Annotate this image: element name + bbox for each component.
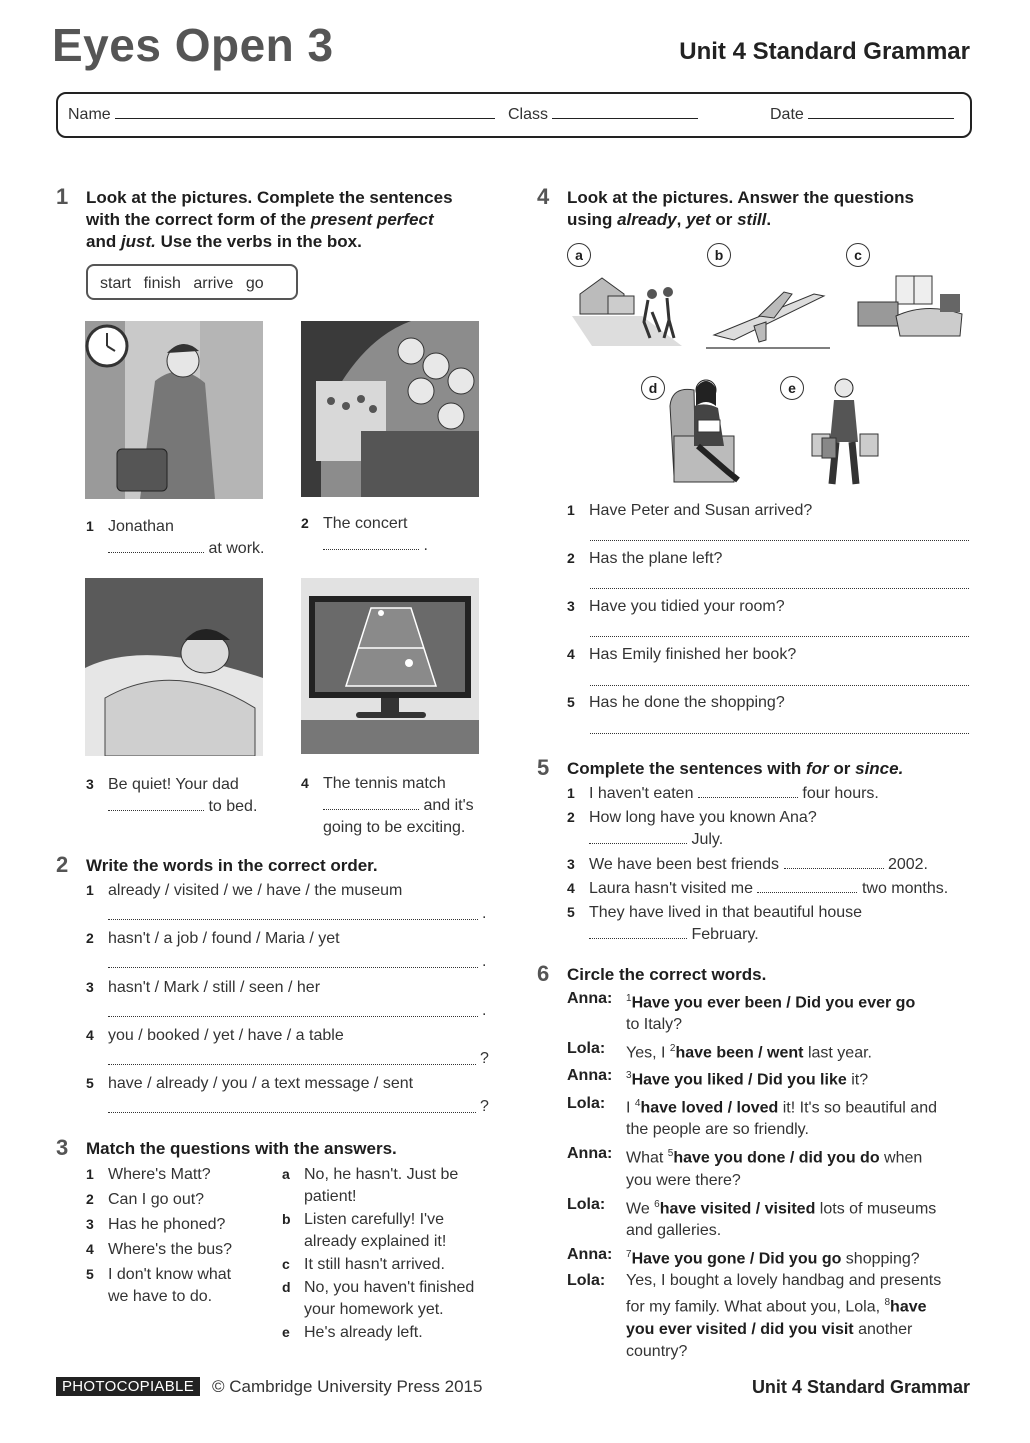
answer-line[interactable] bbox=[108, 1016, 478, 1017]
line-text: We bbox=[626, 1199, 655, 1217]
line-text: shopping? bbox=[841, 1250, 920, 1268]
ex1-instr-text: Use the verbs in the box. bbox=[155, 232, 362, 251]
answer-blank[interactable] bbox=[589, 926, 687, 939]
ex5-instr-italic: since. bbox=[855, 759, 904, 778]
answer-line[interactable] bbox=[108, 1064, 476, 1065]
answer-line[interactable] bbox=[590, 540, 969, 541]
ex2-item-4 bbox=[86, 1024, 344, 1047]
class-line bbox=[552, 106, 698, 119]
dialogue-line-1 bbox=[567, 988, 977, 1036]
line-text: What bbox=[626, 1149, 668, 1167]
ex4-instr-italic: already bbox=[617, 210, 677, 229]
answer-b bbox=[282, 1208, 507, 1231]
picture-concert-crowd bbox=[301, 321, 479, 497]
speaker-name: Lola: bbox=[567, 1040, 606, 1058]
picture-man-sleeping bbox=[85, 578, 263, 756]
item-text: No, he hasn't. Just be bbox=[304, 1166, 459, 1183]
ex4-instruction bbox=[567, 187, 987, 231]
dialogue-line-5 bbox=[567, 1143, 977, 1191]
class-field[interactable] bbox=[508, 106, 698, 124]
ex2-item-1 bbox=[86, 879, 402, 902]
answer-line[interactable] bbox=[590, 685, 969, 686]
unit-heading: Unit 4 Standard Grammar bbox=[679, 38, 970, 65]
ex4-item-1 bbox=[567, 499, 812, 522]
item-number: 5 bbox=[86, 1075, 94, 1091]
ex5-instr-italic: for bbox=[806, 759, 829, 778]
ex4-number: 4 bbox=[537, 184, 550, 209]
ex1-item-2 bbox=[301, 512, 428, 557]
item-text: Laura hasn't visited me bbox=[589, 880, 754, 897]
ex5-instruction bbox=[567, 758, 903, 780]
item-text: Have you tidied your room? bbox=[589, 598, 785, 615]
item-number: 4 bbox=[567, 646, 575, 662]
answer-blank[interactable] bbox=[589, 831, 687, 844]
item-number: 2 bbox=[86, 930, 94, 946]
date-field[interactable] bbox=[770, 106, 954, 124]
question-1 bbox=[86, 1163, 276, 1186]
ex5-item-5-line2 bbox=[567, 924, 977, 946]
choice-number: 3 bbox=[626, 1069, 632, 1081]
item-letter: b bbox=[282, 1211, 291, 1227]
item-text: Have Peter and Susan arrived? bbox=[589, 502, 813, 519]
item-text: and it's bbox=[423, 797, 474, 814]
ex4-instr-text: . bbox=[766, 210, 772, 229]
ex3-instruction: Match the questions with the answers. bbox=[86, 1139, 397, 1158]
ex5-item-2-line2 bbox=[567, 829, 977, 853]
item-text: already / visited / we / have / the museum bbox=[108, 882, 403, 899]
ex5-item-1 bbox=[567, 782, 977, 806]
speaker-name: Lola: bbox=[567, 1195, 606, 1213]
picture-man-shopping-bags bbox=[808, 376, 882, 488]
choice-number: 2 bbox=[669, 1043, 676, 1055]
item-text: No, you haven't finished bbox=[304, 1279, 475, 1296]
answer-line[interactable] bbox=[108, 1112, 476, 1113]
name-field[interactable] bbox=[68, 106, 495, 124]
line-text: you were there? bbox=[626, 1171, 741, 1189]
ex5-item-3 bbox=[567, 853, 977, 877]
item-letter: a bbox=[282, 1166, 290, 1182]
line-text: when bbox=[879, 1149, 923, 1167]
date-label: Date bbox=[770, 106, 804, 123]
item-text: hasn't / Mark / still / seen / her bbox=[108, 979, 321, 996]
ex2-item-5 bbox=[86, 1072, 413, 1095]
picture-label-a: a bbox=[567, 243, 591, 267]
item-text: Has Emily finished her book? bbox=[589, 646, 797, 663]
picture-label-d: d bbox=[641, 376, 665, 400]
ex2-item-2 bbox=[86, 927, 340, 950]
word-choice[interactable]: have been / went bbox=[675, 1044, 804, 1062]
ex5-instr-text: Complete the sentences with bbox=[567, 759, 806, 778]
speaker-name: Anna: bbox=[567, 1145, 613, 1163]
line-end-punct: . bbox=[482, 905, 487, 922]
item-text: It still hasn't arrived. bbox=[304, 1256, 445, 1273]
word-choice[interactable]: Have you gone / Did you go bbox=[631, 1250, 842, 1268]
word-choice[interactable]: Have you liked / Did you like bbox=[631, 1070, 847, 1088]
item-text: you / booked / yet / have / a table bbox=[108, 1027, 344, 1044]
item-text: at work. bbox=[208, 540, 265, 557]
line-end-punct: . bbox=[482, 1002, 487, 1019]
line-text: to Italy? bbox=[626, 1016, 683, 1034]
item-text: Has he done the shopping? bbox=[589, 694, 785, 711]
line-text: it? bbox=[846, 1070, 869, 1088]
choice-number: 4 bbox=[634, 1097, 641, 1109]
word-choice[interactable]: have bbox=[890, 1298, 927, 1316]
answer-c bbox=[282, 1253, 507, 1276]
answer-e bbox=[282, 1321, 507, 1344]
item-number: 2 bbox=[86, 1191, 94, 1207]
item-text: Where's the bus? bbox=[108, 1241, 233, 1258]
ex1-instruction bbox=[86, 187, 506, 253]
question-5 bbox=[86, 1263, 276, 1286]
ex4-item-4 bbox=[567, 643, 796, 666]
line-text: lots of museums bbox=[815, 1199, 937, 1217]
item-text: They have lived in that beautiful house bbox=[589, 904, 863, 921]
answer-line[interactable] bbox=[590, 733, 969, 734]
item-text: I don't know what bbox=[108, 1266, 232, 1283]
item-text: I haven't eaten bbox=[589, 785, 694, 802]
item-text: Has the plane left? bbox=[589, 550, 723, 567]
worksheet-title: Eyes Open 3 bbox=[52, 19, 334, 71]
ex3-number: 3 bbox=[56, 1135, 69, 1160]
answer-blank[interactable] bbox=[323, 537, 419, 550]
line-text: I bbox=[626, 1099, 635, 1117]
item-number: 3 bbox=[86, 979, 94, 995]
answer-blank[interactable] bbox=[108, 540, 204, 553]
speaker-name: Anna: bbox=[567, 990, 613, 1007]
item-number: 1 bbox=[567, 785, 575, 801]
line-text: Yes, I bbox=[626, 1044, 670, 1062]
item-text: your homework yet. bbox=[304, 1301, 444, 1318]
ex4-item-3 bbox=[567, 595, 785, 618]
ex1-instr-text: with the correct form of the bbox=[86, 210, 311, 229]
item-letter: d bbox=[282, 1279, 291, 1295]
ex4-instr-line-a: Look at the pictures. Answer the questions bbox=[567, 188, 914, 207]
picture-label-b: b bbox=[707, 243, 731, 267]
line-end-punct: ? bbox=[480, 1050, 489, 1067]
item-number: 1 bbox=[567, 502, 575, 518]
answer-line[interactable] bbox=[108, 967, 478, 968]
item-text: 2002. bbox=[887, 856, 928, 873]
date-line bbox=[808, 106, 954, 119]
item-number: 1 bbox=[86, 518, 94, 534]
item-text: Listen carefully! I've bbox=[304, 1211, 445, 1228]
item-number: 3 bbox=[567, 856, 575, 872]
ex1-item-1 bbox=[86, 515, 264, 560]
line-text: last year. bbox=[803, 1044, 872, 1062]
item-text: already explained it! bbox=[304, 1233, 447, 1250]
ex4-instr-text: , bbox=[676, 210, 687, 229]
ex6-instruction: Circle the correct words. bbox=[567, 965, 767, 984]
picture-label-c: c bbox=[846, 243, 870, 267]
ex5-items bbox=[567, 782, 977, 946]
dialogue-line-2 bbox=[567, 1038, 977, 1064]
footer-unit-label: Unit 4 Standard Grammar bbox=[751, 1377, 970, 1397]
word-choice[interactable]: Have you ever been / Did you ever go bbox=[631, 994, 916, 1012]
choice-number: 5 bbox=[667, 1148, 674, 1160]
item-text: Be quiet! Your dad bbox=[108, 776, 239, 793]
picture-plane-taking-off bbox=[704, 280, 832, 352]
item-number: 1 bbox=[86, 882, 94, 898]
line-text: and galleries. bbox=[626, 1221, 722, 1239]
answer-d bbox=[282, 1276, 507, 1299]
item-text: July. bbox=[691, 831, 724, 848]
ex1-instr-italic: present perfect bbox=[310, 210, 434, 229]
item-letter: e bbox=[282, 1324, 290, 1340]
word-choice[interactable]: have loved / loved bbox=[640, 1099, 779, 1117]
ex5-number: 5 bbox=[537, 755, 550, 780]
item-number: 4 bbox=[301, 775, 309, 791]
ex1-item-4 bbox=[301, 772, 474, 839]
line-text: it! It's so beautiful and bbox=[778, 1099, 937, 1117]
answer-blank[interactable] bbox=[757, 880, 857, 893]
item-text: have / already / you / a text message / sent bbox=[108, 1075, 414, 1092]
line-text: for my family. What about you, Lola, bbox=[626, 1298, 885, 1316]
item-text: Jonathan bbox=[108, 518, 174, 535]
answer-line[interactable] bbox=[590, 636, 969, 637]
dialogue-line-4 bbox=[567, 1093, 977, 1141]
line-text: Yes, I bought a lovely handbag and presents bbox=[626, 1272, 942, 1290]
copyright-notice: © Cambridge University Press 2015 bbox=[212, 1377, 483, 1396]
item-text: We have been best friends bbox=[589, 856, 780, 873]
question-4 bbox=[86, 1238, 276, 1261]
line-text: the people are so friendly. bbox=[626, 1121, 809, 1139]
dialogue bbox=[567, 988, 977, 1363]
item-text: we have to do. bbox=[108, 1288, 213, 1305]
ex5-instr-text: or bbox=[828, 759, 856, 778]
picture-woman-reading bbox=[668, 376, 744, 486]
ex2-instruction: Write the words in the correct order. bbox=[86, 856, 378, 875]
ex3-answers bbox=[282, 1163, 507, 1344]
ex4-instr-text: or bbox=[710, 210, 738, 229]
item-letter: c bbox=[282, 1256, 290, 1272]
item-text: four hours. bbox=[802, 785, 879, 802]
choice-number: 8 bbox=[884, 1297, 891, 1309]
ex1-instr-line-a: Look at the pictures. Complete the sentences bbox=[86, 188, 453, 207]
line-end-punct: ? bbox=[480, 1098, 489, 1115]
ex2-number: 2 bbox=[56, 852, 69, 877]
line-end-punct: . bbox=[482, 953, 487, 970]
item-text: Can I go out? bbox=[108, 1191, 205, 1208]
choice-number: 7 bbox=[626, 1248, 632, 1260]
item-text: How long have you known Ana? bbox=[589, 809, 817, 826]
picture-man-leaving-work bbox=[85, 321, 263, 499]
speaker-name: Lola: bbox=[567, 1094, 606, 1112]
word-choice[interactable]: have you done / did you do bbox=[673, 1149, 880, 1167]
ex3-questions bbox=[86, 1163, 276, 1308]
speaker-name: Lola: bbox=[567, 1272, 606, 1290]
answer-line[interactable] bbox=[590, 588, 969, 589]
word-choice[interactable]: you ever visited / did you visit bbox=[626, 1320, 854, 1338]
ex1-item-3 bbox=[86, 773, 257, 818]
picture-label-e: e bbox=[780, 376, 804, 400]
item-text: The concert bbox=[323, 515, 408, 532]
ex2-item-3 bbox=[86, 976, 320, 999]
ex6-number: 6 bbox=[537, 961, 550, 986]
name-line bbox=[115, 106, 495, 119]
item-number: 3 bbox=[86, 1216, 94, 1232]
ex1-instr-line-c bbox=[86, 231, 506, 253]
item-text: Has he phoned? bbox=[108, 1216, 226, 1233]
ex4-instr-line-b bbox=[567, 209, 987, 231]
name-label: Name bbox=[68, 106, 111, 123]
answer-blank[interactable] bbox=[323, 797, 419, 810]
picture-tv-tennis bbox=[301, 578, 479, 754]
item-number: 5 bbox=[86, 1266, 94, 1282]
item-text: hasn't / a job / found / Maria / yet bbox=[108, 930, 340, 947]
item-text: He's already left. bbox=[304, 1324, 423, 1341]
student-info-box bbox=[56, 92, 972, 138]
dialogue-line-8 bbox=[567, 1270, 977, 1362]
ex1-instr-italic: just. bbox=[120, 232, 156, 251]
class-label: Class bbox=[508, 106, 549, 123]
answer-blank[interactable] bbox=[108, 798, 204, 811]
ex5-item-4 bbox=[567, 877, 977, 901]
ex1-number: 1 bbox=[56, 184, 69, 209]
question-3 bbox=[86, 1213, 276, 1236]
photocopiable-badge: PHOTOCOPIABLE bbox=[56, 1377, 200, 1396]
item-text: patient! bbox=[304, 1188, 357, 1205]
ex5-item-5 bbox=[567, 901, 977, 924]
item-text: going to be exciting. bbox=[323, 819, 466, 836]
ex4-item-2 bbox=[567, 547, 722, 570]
picture-messy-room bbox=[856, 272, 964, 338]
line-text: another bbox=[853, 1320, 913, 1338]
answer-line[interactable] bbox=[108, 919, 478, 920]
item-number: 4 bbox=[86, 1027, 94, 1043]
item-number: 4 bbox=[86, 1241, 94, 1257]
item-number: 3 bbox=[86, 776, 94, 792]
item-number: 2 bbox=[301, 515, 309, 531]
speaker-name: Anna: bbox=[567, 1245, 613, 1263]
item-text: two months. bbox=[861, 880, 949, 897]
dialogue-line-6 bbox=[567, 1194, 977, 1242]
speaker-name: Anna: bbox=[567, 1066, 613, 1084]
item-text: to bed. bbox=[208, 798, 258, 815]
item-text: . bbox=[423, 537, 428, 554]
dialogue-line-7 bbox=[567, 1244, 977, 1270]
item-number: 5 bbox=[567, 694, 575, 710]
choice-number: 1 bbox=[626, 993, 632, 1004]
item-text: February. bbox=[691, 926, 759, 943]
verb-box: start finish arrive go bbox=[86, 264, 298, 300]
ex4-instr-italic: still bbox=[737, 210, 767, 229]
ex4-instr-text: using bbox=[567, 210, 618, 229]
ex4-instr-italic: yet bbox=[686, 210, 711, 229]
word-choice[interactable]: have visited / visited bbox=[659, 1199, 816, 1217]
answer-blank[interactable] bbox=[784, 856, 884, 869]
ex4-item-5 bbox=[567, 691, 785, 714]
item-number: 4 bbox=[567, 880, 575, 896]
question-2 bbox=[86, 1188, 276, 1211]
ex1-instr-text: and bbox=[86, 232, 121, 251]
line-text: country? bbox=[626, 1342, 688, 1360]
answer-blank[interactable] bbox=[698, 785, 798, 798]
item-text: Where's Matt? bbox=[108, 1166, 211, 1183]
item-number: 2 bbox=[567, 809, 575, 825]
item-number: 5 bbox=[567, 904, 575, 920]
ex1-instr-line-b bbox=[86, 209, 506, 231]
ex5-item-2 bbox=[567, 806, 977, 829]
item-text: The tennis match bbox=[323, 775, 446, 792]
answer-a bbox=[282, 1163, 507, 1186]
choice-number: 6 bbox=[654, 1198, 660, 1210]
picture-couple-arriving-home bbox=[572, 272, 684, 346]
item-number: 1 bbox=[86, 1166, 94, 1182]
item-number: 3 bbox=[567, 598, 575, 614]
dialogue-line-3 bbox=[567, 1065, 977, 1091]
item-number: 2 bbox=[567, 550, 575, 566]
